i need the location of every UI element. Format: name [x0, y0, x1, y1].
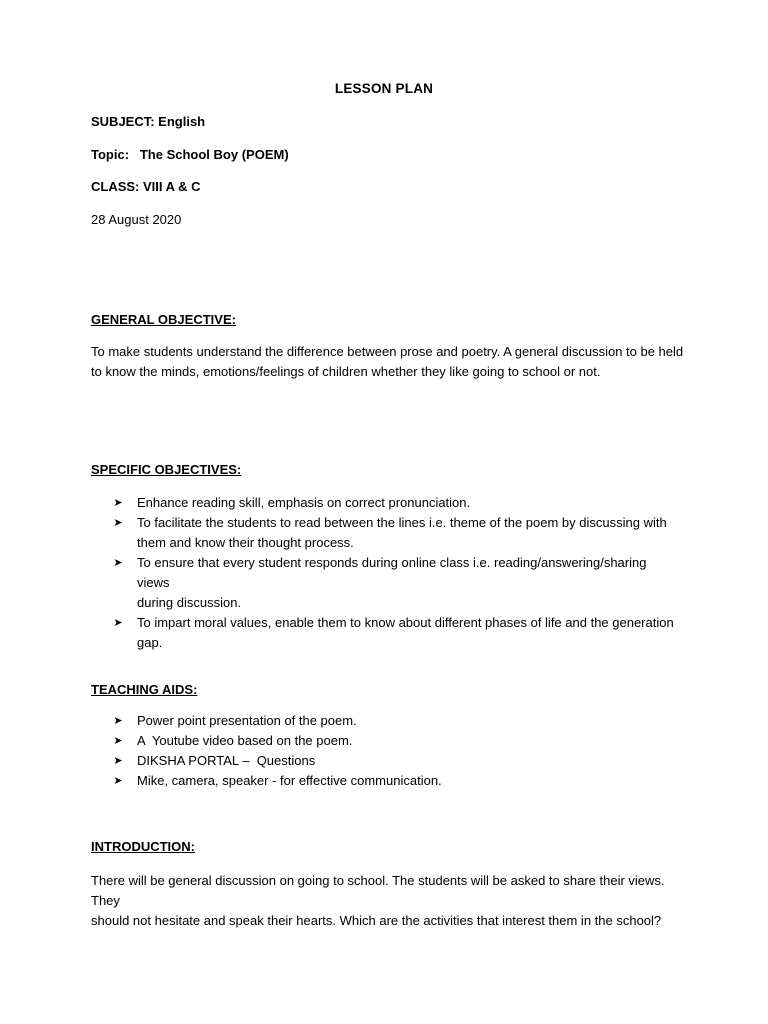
page-title: LESSON PLAN [334, 81, 434, 96]
list-item-line: To ensure that every student responds during online class i.e. reading/answering/sharing views [137, 555, 647, 590]
list-item-line: To impart moral values, enable them to know about different phases of life and the generation [137, 615, 674, 630]
topic-line: Topic: The School Boy (POEM) [91, 147, 289, 162]
introduction-heading: INTRODUCTION: [91, 839, 195, 854]
arrowhead-bullet-icon: ➤ [113, 557, 123, 569]
introduction-text [91, 871, 691, 931]
specific-objectives-list [110, 493, 680, 653]
list-item [110, 553, 680, 613]
arrowhead-bullet-icon: ➤ [113, 497, 123, 509]
list-item [110, 493, 680, 513]
general-objective-line: to know the minds, emotions/feelings of children whether they like going to school or not. [91, 364, 601, 379]
list-item-line: them and know their thought process. [137, 535, 354, 550]
list-item-line: Mike, camera, speaker - for effective communication. [137, 773, 442, 788]
arrowhead-bullet-icon: ➤ [113, 517, 123, 529]
list-item-line: A Youtube video based on the poem. [137, 733, 353, 748]
list-item [110, 771, 680, 791]
specific-objectives-heading: SPECIFIC OBJECTIVES: [91, 462, 242, 477]
list-item-line: Enhance reading skill, emphasis on correct pronunciation. [137, 495, 471, 510]
general-objective-text [91, 342, 691, 382]
introduction-line: There will be general discussion on going to school. The students will be asked to share their views. They [91, 873, 665, 908]
list-item [110, 751, 680, 771]
list-item-line: To facilitate the students to read between the lines i.e. theme of the poem by discussing with [137, 515, 667, 530]
list-item [110, 513, 680, 553]
arrowhead-bullet-icon: ➤ [113, 755, 123, 767]
list-item-line: DIKSHA PORTAL – Questions [137, 753, 316, 768]
general-objective-line: To make students understand the difference between prose and poetry. A general discussion to be held [91, 344, 684, 359]
date-line: 28 August 2020 [91, 212, 182, 227]
arrowhead-bullet-icon: ➤ [113, 715, 123, 727]
list-item [110, 613, 680, 653]
introduction-line: should not hesitate and speak their hearts. Which are the activities that interest them in the school? [91, 913, 662, 928]
general-objective-heading: GENERAL OBJECTIVE: [91, 312, 236, 327]
teaching-aids-list [110, 711, 680, 791]
subject-line: SUBJECT: English [91, 114, 206, 129]
list-item [110, 731, 680, 751]
list-item-line: Power point presentation of the poem. [137, 713, 357, 728]
list-item [110, 711, 680, 731]
arrowhead-bullet-icon: ➤ [113, 775, 123, 787]
class-line: CLASS: VIII A & C [91, 179, 201, 194]
arrowhead-bullet-icon: ➤ [113, 735, 123, 747]
list-item-line: gap. [137, 635, 163, 650]
arrowhead-bullet-icon: ➤ [113, 617, 123, 629]
list-item-line: during discussion. [137, 595, 242, 610]
teaching-aids-heading: TEACHING AIDS: [91, 682, 198, 697]
